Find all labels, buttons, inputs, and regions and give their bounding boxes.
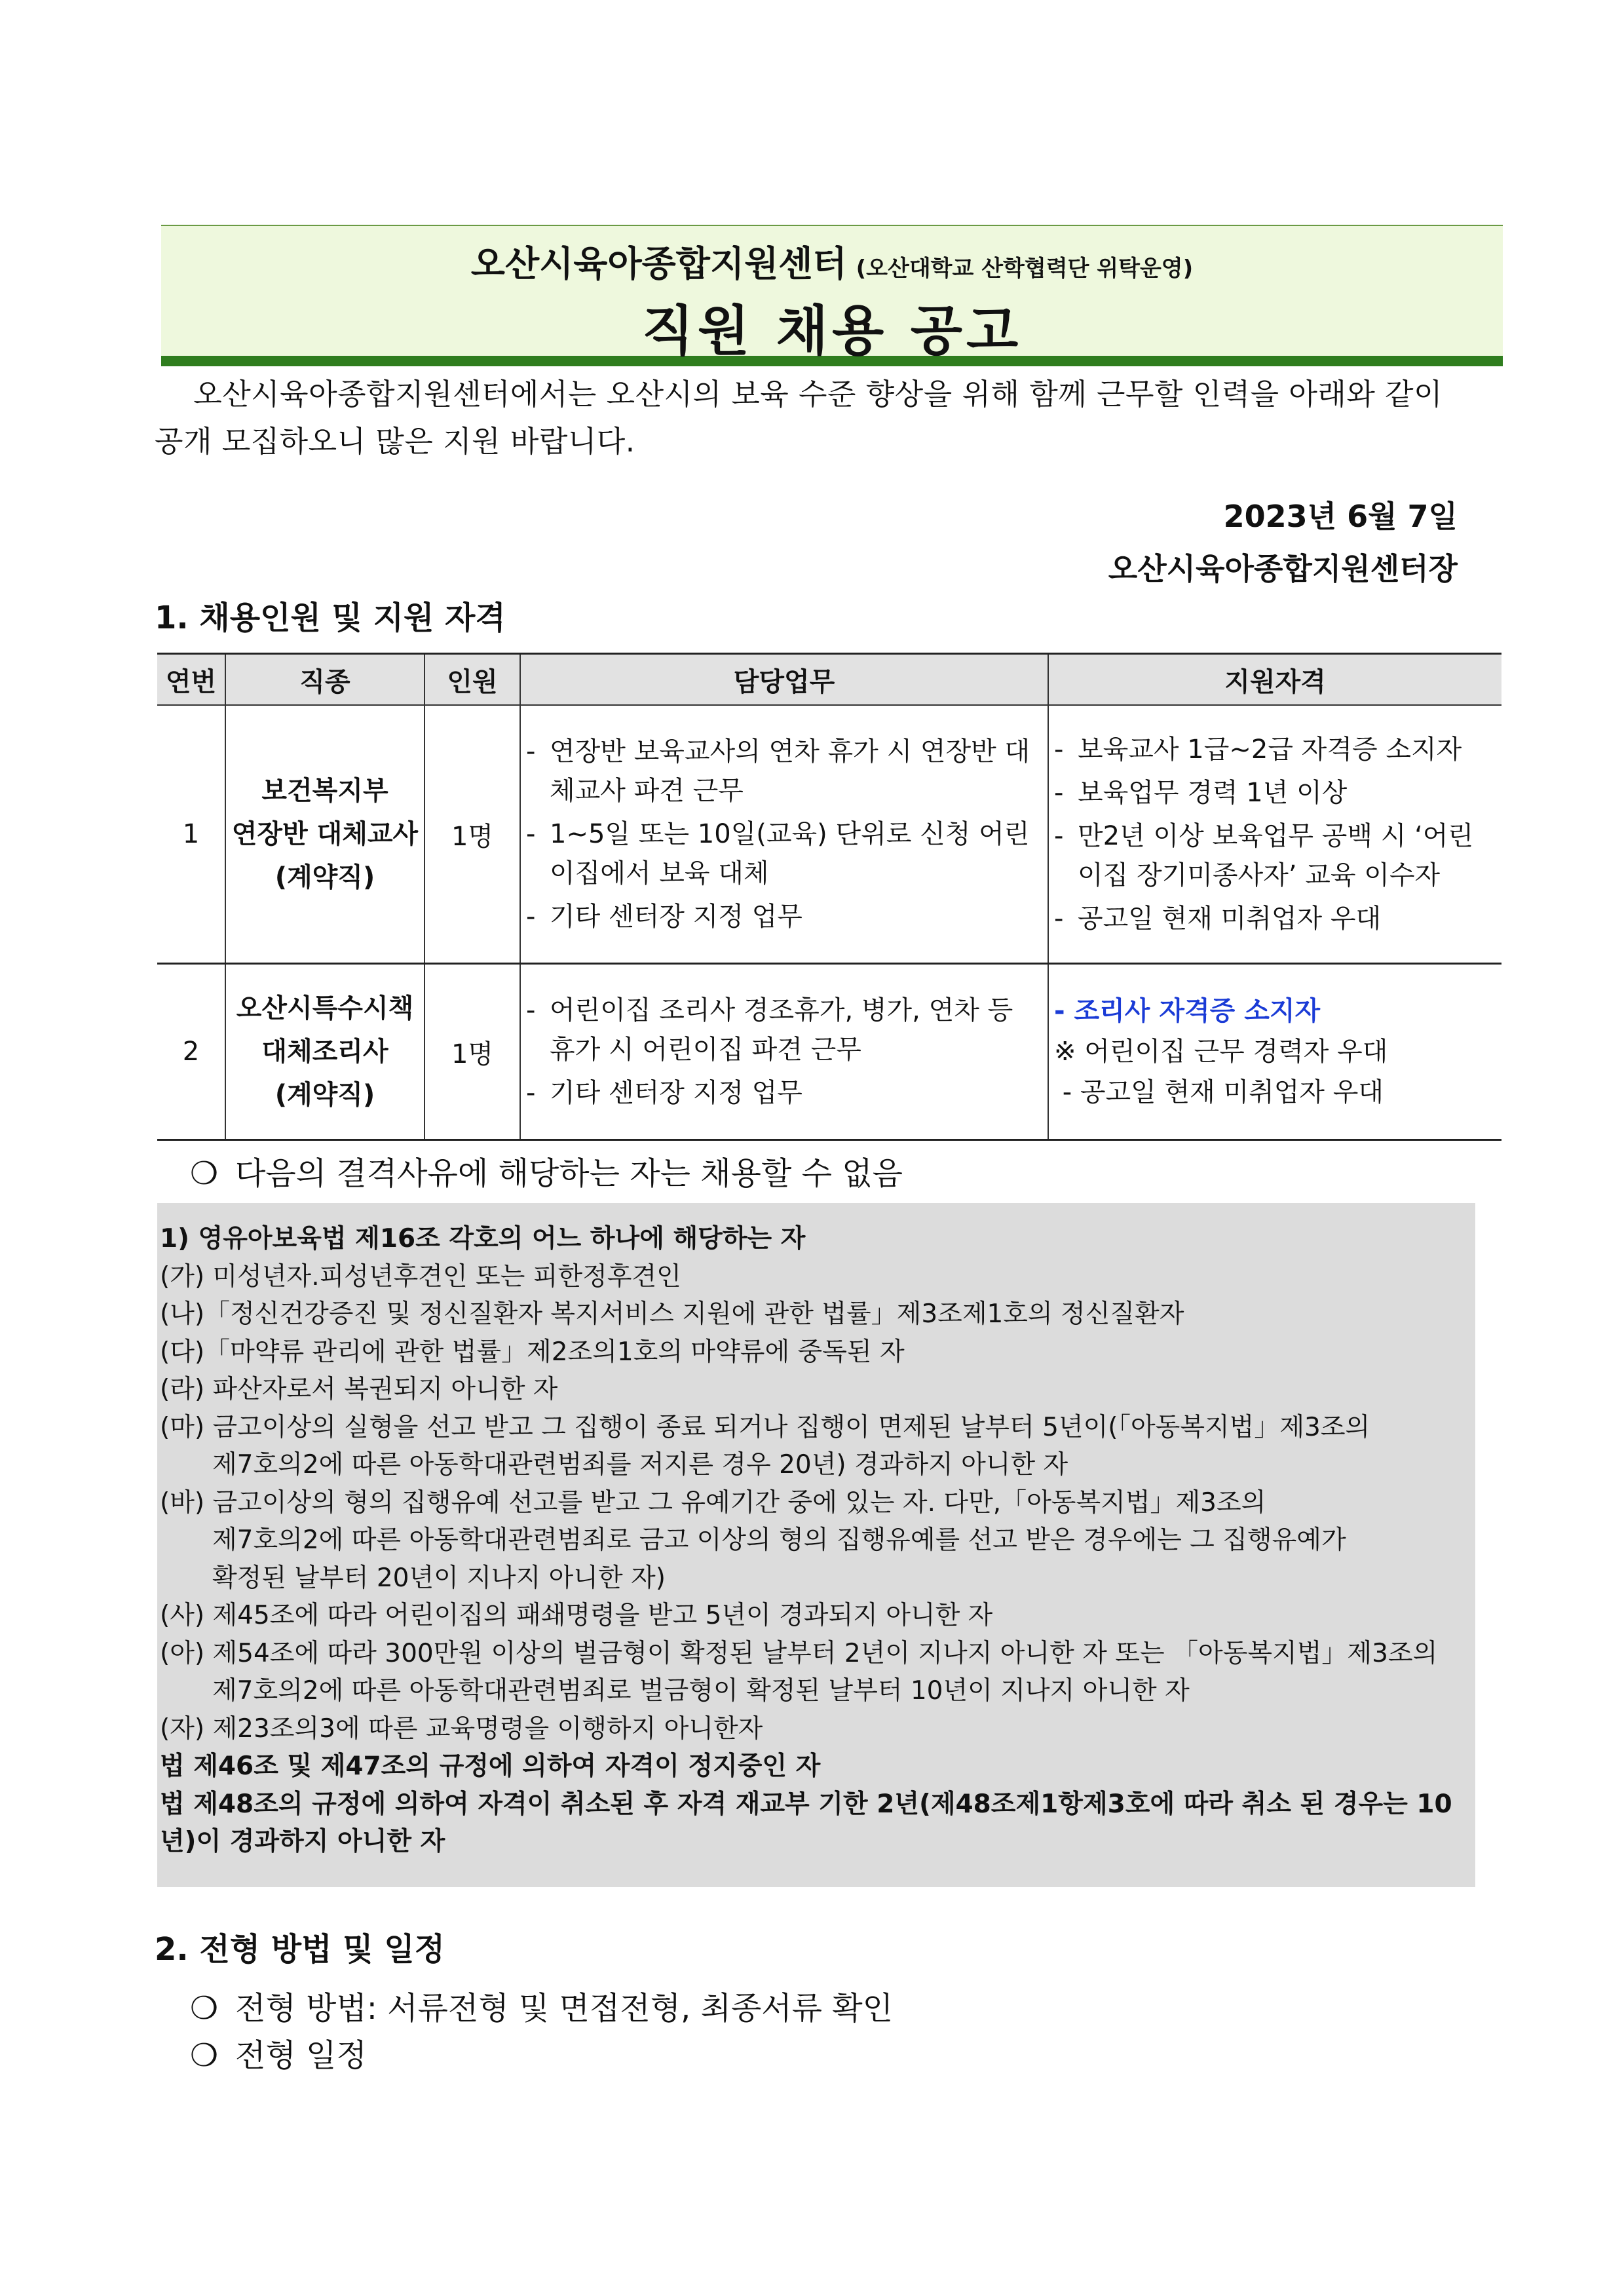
job-line: (계약직) bbox=[274, 862, 375, 892]
col-header-job: 직종 bbox=[225, 654, 425, 706]
recruit-table bbox=[157, 653, 1501, 1141]
intro-paragraph bbox=[155, 371, 1465, 465]
disqualification-line: (자) 제23조의3에 따른 교육명령을 이행하지 아니한자 bbox=[160, 1713, 763, 1744]
table-row bbox=[157, 964, 1501, 1140]
job-line: (계약직) bbox=[274, 1080, 375, 1110]
disqualification-line: 1) 영유아보육법 제16조 각호의 어느 하나에 해당하는 자 bbox=[160, 1224, 806, 1253]
qualification-item: - 보육교사 1급~2급 자격증 소지자 bbox=[1054, 735, 1462, 765]
disqualification-line: (바) 금고이상의 형의 집행유예 선고를 받고 그 유예기간 중에 있는 자. 다만,「아동복지법」제3조의 bbox=[160, 1487, 1266, 1518]
col-header-no: 연번 bbox=[157, 654, 225, 706]
disqualification-line: 확정된 날부터 20년이 지나지 아니한 자) bbox=[212, 1563, 666, 1593]
duty-text: 기타 센터장 지정 업무 bbox=[550, 1078, 803, 1108]
duty-text: 어린이집 조리사 경조휴가, 병가, 연차 등 휴가 시 어린이집 파견 근무 bbox=[550, 995, 1013, 1065]
duty-item: - 어린이집 조리사 경조휴가, 병가, 연차 등 휴가 시 어린이집 파견 근무 bbox=[526, 995, 1013, 1065]
disqualification-line: (가) 미성년자.피성년후견인 또는 피한정후견인 bbox=[160, 1261, 681, 1292]
job-line: 오산시특수시책 bbox=[236, 993, 414, 1024]
org-note: (오산대학교 산학협력단 위탁운영) bbox=[856, 256, 1194, 282]
disqualification-line: 법 제46조 및 제47조의 규정에 의하여 자격이 정지중인 자 bbox=[160, 1751, 821, 1781]
row-no: 2 bbox=[157, 964, 225, 1140]
row-no: 1 bbox=[157, 705, 225, 964]
disqualification-line: (아) 제54조에 따라 300만원 이상의 벌금형이 확정된 날부터 2년이 지나지 아니한 자 또는 「아동복지법」제3조의 bbox=[160, 1638, 1438, 1668]
job-line: 대체조리사 bbox=[261, 1037, 388, 1067]
circle-bullet-icon: ❍ bbox=[190, 1990, 219, 2027]
row-job bbox=[225, 964, 425, 1140]
qualification-item: - 만2년 이상 보육업무 공백 시 ‘어린이집 장기미종사자’ 교육 이수자 bbox=[1054, 821, 1474, 890]
row-qualifications bbox=[1048, 705, 1501, 964]
duty-text: 연장반 보육교사의 연차 휴가 시 연장반 대체교사 파견 근무 bbox=[550, 737, 1030, 806]
disqualification-line: (라) 파산자로서 복권되지 아니한 자 bbox=[160, 1375, 558, 1404]
row-job bbox=[225, 705, 425, 964]
row-duties bbox=[520, 964, 1048, 1140]
qualification-text: 보육업무 경력 1년 이상 bbox=[1078, 778, 1348, 808]
disqualification-line: 제7호의2에 따른 아동학대관련범죄를 저지른 경우 20년) 경과하지 아니한 자 bbox=[212, 1450, 1068, 1480]
table-header-row bbox=[157, 654, 1501, 706]
disqualification-line: (사) 제45조에 따라 어린이집의 패쇄명령을 받고 5년이 경과되지 아니한 자 bbox=[160, 1601, 993, 1630]
duty-item: - 기타 센터장 지정 업무 bbox=[526, 902, 803, 932]
duty-item: - 1~5일 또는 10일(교육) 단위로 신청 어린이집에서 보육 대체 bbox=[526, 819, 1030, 889]
duty-item: - 연장반 보육교사의 연차 휴가 시 연장반 대체교사 파견 근무 bbox=[526, 737, 1030, 806]
disqualification-line: 제7호의2에 따른 아동학대관련범죄로 벌금형이 확정된 날부터 10년이 지나지 아니한 자 bbox=[212, 1676, 1190, 1706]
row-count: 1명 bbox=[425, 964, 520, 1140]
selection-item bbox=[190, 1983, 893, 2028]
qualification-text: 공고일 현재 미취업자 우대 bbox=[1078, 904, 1382, 934]
duty-item: - 기타 센터장 지정 업무 bbox=[526, 1078, 803, 1108]
qualification-highlight: - 조리사 자격증 소지자 bbox=[1054, 996, 1321, 1026]
disqualification-line: (나)「정신건강증진 및 정신질환자 복지서비스 지원에 관한 법률」제3조제1호의 정신질환자 bbox=[160, 1299, 1184, 1329]
notice-title: 직원 채용 공고 bbox=[641, 300, 1023, 362]
disqualification-line: (마) 금고이상의 실형을 선고 받고 그 집행이 종료 되거나 집행이 면제된 날부터 5년이(「아동복지법」제3조의 bbox=[160, 1412, 1370, 1442]
col-header-duties: 담당업무 bbox=[520, 654, 1048, 706]
duty-text: 기타 센터장 지정 업무 bbox=[550, 902, 803, 932]
disqualification-line: 법 제48조의 규정에 의하여 자격이 취소된 후 자격 재교부 기한 2년(제48조제1항제3호에 따라 취소 된 경우는 10년)이 경과하지 아니한 자 bbox=[160, 1789, 1452, 1856]
section2-title: 2. 전형 방법 및 일정 bbox=[155, 1931, 445, 1968]
notice-date: 2023년 6월 7일 bbox=[1223, 499, 1458, 534]
col-header-qualifications: 지원자격 bbox=[1048, 654, 1501, 706]
intro-text: 오산시육아종합지원센터에서는 오산시의 보육 수준 향상을 위해 함께 근무할 인력을 아래와 같이 공개 모집하오니 많은 지원 바랍니다. bbox=[155, 377, 1443, 459]
org-name: 오산시육아종합지원센터 bbox=[470, 243, 847, 284]
qualification-item: - 공고일 현재 미취업자 우대 bbox=[1054, 904, 1382, 934]
qualification-note: - 공고일 현재 미취업자 우대 bbox=[1054, 1077, 1384, 1107]
qualification-text: 보육교사 1급~2급 자격증 소지자 bbox=[1078, 735, 1462, 765]
job-line: 보건복지부 bbox=[261, 776, 388, 806]
disqualification-line: 제7호의2에 따른 아동학대관련범죄로 금고 이상의 형의 집행유예를 선고 받은 경우에는 그 집행유예가 bbox=[212, 1525, 1346, 1555]
selection-item bbox=[190, 2030, 367, 2075]
row-duties bbox=[520, 705, 1048, 964]
col-header-count: 인원 bbox=[425, 654, 520, 706]
duty-text: 1~5일 또는 10일(교육) 단위로 신청 어린이집에서 보육 대체 bbox=[550, 819, 1030, 889]
qualification-note: ※ 어린이집 근무 경력자 우대 bbox=[1054, 1037, 1388, 1067]
job-line: 연장반 대체교사 bbox=[231, 819, 419, 849]
disqualification-line: (다)「마약류 관리에 관한 법률」제2조의1호의 마약류에 중독된 자 bbox=[160, 1337, 905, 1367]
issuer: 오산시육아종합지원센터장 bbox=[1108, 551, 1458, 586]
circle-bullet-icon: ❍ bbox=[190, 1155, 219, 1192]
qualification-item: - 보육업무 경력 1년 이상 bbox=[1054, 778, 1348, 808]
qualification-text: 만2년 이상 보육업무 공백 시 ‘어린이집 장기미종사자’ 교육 이수자 bbox=[1078, 821, 1474, 890]
table-row bbox=[157, 705, 1501, 964]
row-count: 1명 bbox=[425, 705, 520, 964]
disqualification-intro-text: 다음의 결격사유에 해당하는 자는 채용할 수 없음 bbox=[235, 1155, 903, 1192]
circle-bullet-icon: ❍ bbox=[190, 2037, 219, 2074]
section1-title: 1. 채용인원 및 지원 자격 bbox=[155, 600, 506, 636]
selection-item-text: 전형 방법: 서류전형 및 면접전형, 최종서류 확인 bbox=[235, 1990, 894, 2027]
row-qualifications bbox=[1048, 964, 1501, 1140]
selection-item-text: 전형 일정 bbox=[235, 2037, 367, 2074]
disqualification-intro bbox=[190, 1148, 903, 1193]
disqualification-box bbox=[157, 1203, 1475, 1887]
org-line bbox=[161, 236, 1503, 286]
